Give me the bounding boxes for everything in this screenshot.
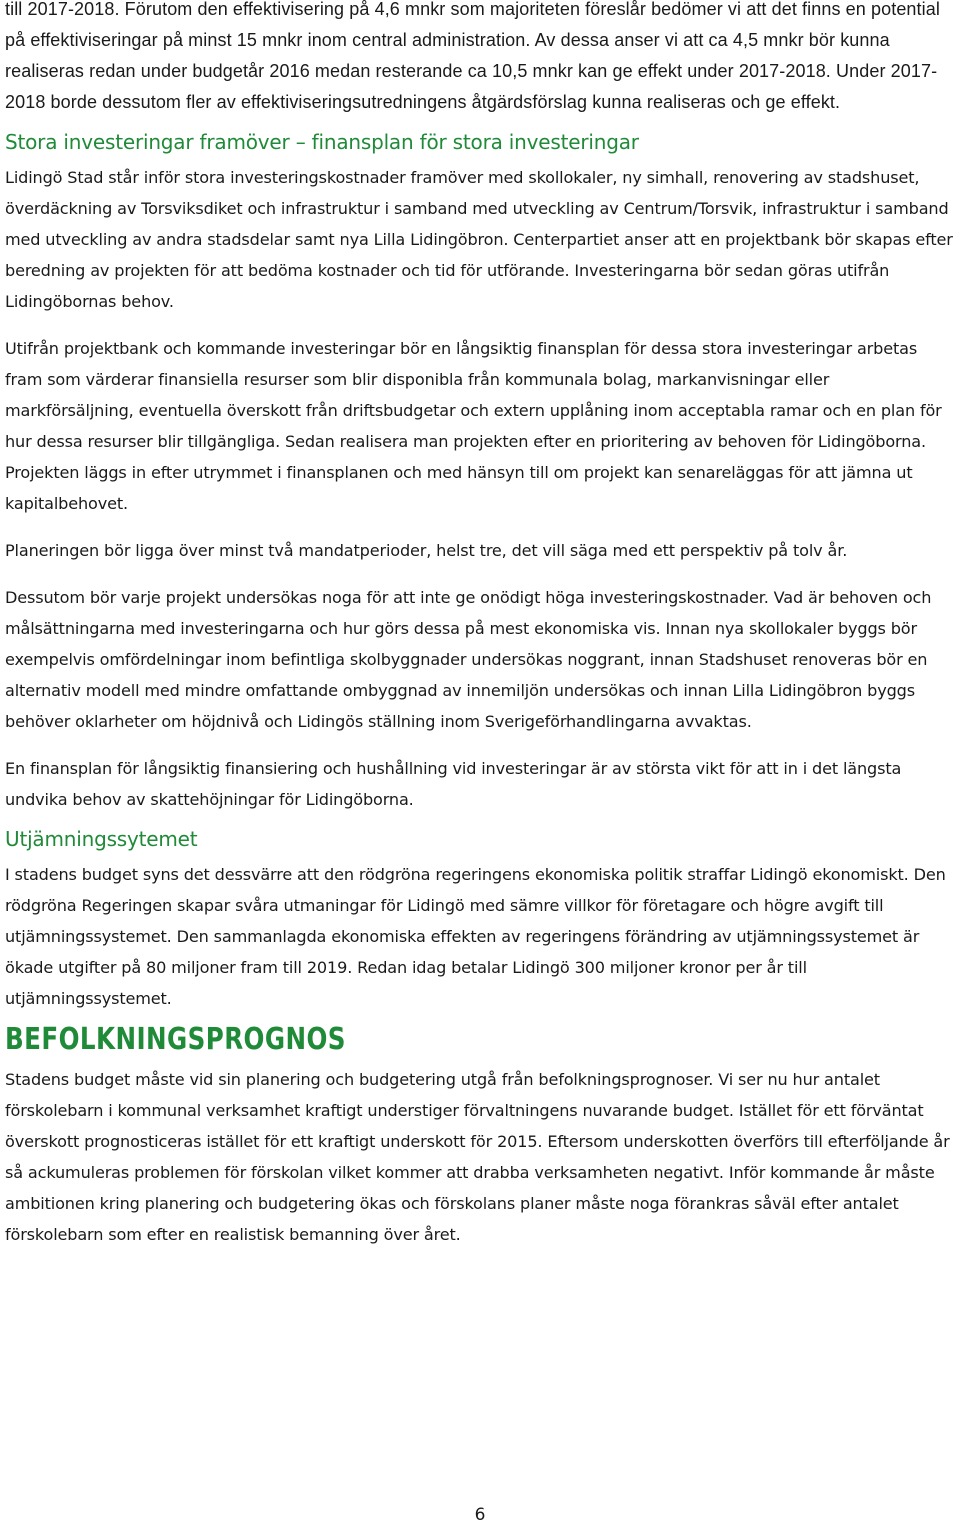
section-heading-investments: Stora investeringar framöver – finansplan för stora investeringar bbox=[5, 130, 639, 154]
intro-paragraph: till 2017-2018. Förutom den effektivisering på 4,6 mnkr som majoriteten föreslår bedömer vi att det finns en potential på effektiviseringar på minst 15 mnkr inom central administration. Av dessa anser vi att ca 4,5 mnkr bör kunna realiseras redan under budgetår 2016 medan resterande ca 10,5 mnkr kan ge effekt under 2017-2018. Under 2017-2018 borde dessutom fler av effektiviseringsutredningens åtgärdsförslag kunna realiseras och ge effekt. bbox=[5, 0, 940, 112]
section-equalization bbox=[5, 825, 957, 1014]
document-page bbox=[5, 0, 957, 1266]
paragraph: Stadens budget måste vid sin planering och budgetering utgå från befolkningsprognoser. Vi ser nu hur antalet förskolebarn i kommunal verksamhet kraftigt understiger förvaltningens nuvarande budget. Istället för ett förväntat överskott prognosticeras istället för ett kraftigt underskott för 2015. Eftersom underskotten överförs till efterföljande år så ackumuleras problemen för förskolan vilket kommer att drabba verksamheten negativt. Inför kommande år måste ambitionen kring planering och budgetering ökas och förskolans planer måste noga förankras såväl efter antalet förskolebarn som efter en realistisk bemanning över året. bbox=[5, 1070, 950, 1244]
section-investments bbox=[5, 128, 957, 815]
section-population bbox=[5, 1022, 957, 1250]
paragraph: Dessutom bör varje projekt undersökas noga för att inte ge onödigt höga investeringskostnader. Vad är behoven och målsättningarna med investeringarna och hur görs dessa på mest ekonomiska vis. Innan nya skollokaler byggs bör exempelvis omfördelningar inom befintliga skolbyggnader undersökas noggrant, innan Stadshuset renoveras bör en alternativ modell med mindre omfattande ombyggnad av innemiljön undersökas och innan Lilla Lidingöbron byggs behöver oklarheter om höjdnivå och Lidingös ställning inom Sverigeförhandlingarna avvaktas. bbox=[5, 588, 932, 731]
section-heading-equalization: Utjämningssytemet bbox=[5, 827, 198, 851]
paragraph: Utifrån projektbank och kommande investeringar bör en långsiktig finansplan för dessa stora investeringar arbetas fram som värderar finansiella resurser som blir disponibla från kommunala bolag, markanvisningar eller markförsäljning, eventuella överskott från driftsbudgetar och extern upplåning inom acceptabla ramar och en plan för hur dessa resurser blir tillgängliga. Sedan realisera man projekten efter en prioritering av behoven för Lidingöborna. Projekten läggs in efter utrymmet i finansplanen och med hänsyn till om projekt kan senareläggas för att jämna ut kapitalbehovet. bbox=[5, 339, 942, 513]
paragraph: Planeringen bör ligga över minst två mandatperioder, helst tre, det vill säga med ett perspektiv på tolv år. bbox=[5, 541, 848, 560]
paragraph: En finansplan för långsiktig finansiering och hushållning vid investeringar är av största vikt för att in i det längsta undvika behov av skattehöjningar för Lidingöborna. bbox=[5, 759, 902, 809]
paragraph: I stadens budget syns det dessvärre att den rödgröna regeringens ekonomiska politik straffar Lidingö ekonomiskt. Den rödgröna Regeringen skapar svåra utmaningar för Lidingö med sämre villkor för företagare och högre avgift till utjämningssystemet. Den sammanlagda ekonomiska effekten av regeringens förändring av utjämningssystemet är ökade utgifter på 80 miljoner fram till 2019. Redan idag betalar Lidingö 300 miljoner kronor per år till utjämningssystemet. bbox=[5, 865, 946, 1008]
section-heading-population: BEFOLKNINGSPROGNOS bbox=[5, 1022, 346, 1057]
page-number: 6 bbox=[474, 1505, 486, 1525]
paragraph: Lidingö Stad står inför stora investeringskostnader framöver med skollokaler, ny simhall, renovering av stadshuset, överdäckning av Torsviksdiket och infrastruktur i samband med utveckling av Centrum/Torsvik, infrastruktur i samband med utveckling av andra stadsdelar samt nya Lilla Lidingöbron. Centerpartiet anser att en projektbank bör skapas efter beredning av projekten för att bedöma kostnader och tid för utförande. Investeringarna bör sedan göras utifrån Lidingöbornas behov. bbox=[5, 168, 953, 311]
